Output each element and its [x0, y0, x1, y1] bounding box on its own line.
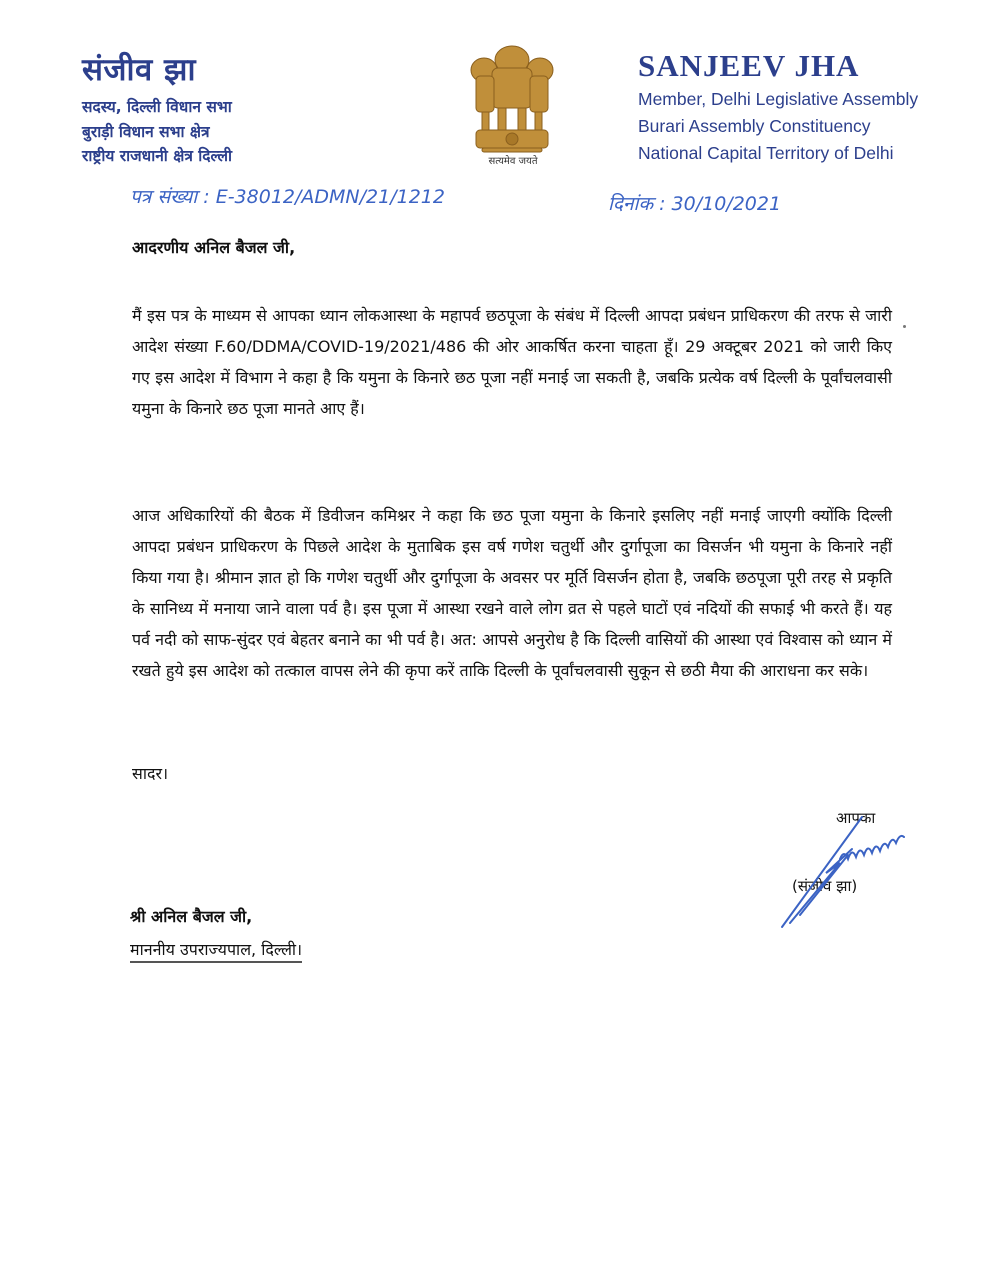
speck	[903, 325, 906, 328]
letterhead-hindi-line: सदस्य, दिल्ली विधान सभा	[82, 98, 232, 116]
national-emblem-icon	[462, 38, 562, 168]
emblem-motto: सत्यमेव जयते	[488, 156, 538, 167]
signature-name: (संजीव झा)	[792, 877, 858, 895]
body-paragraph-1: मैं इस पत्र के माध्यम से आपका ध्यान लोकआस्था के महापर्व छठपूजा के संबंध में दिल्ली आपदा प्रबंधन प्राधिकरण की तरफ से जारी आदेश संख्या F.60/DDMA/COVID-19/2021/486 की ओर आकर्षित करना चाहता हूँ। 29 अक्टूबर 2021 को जारी किए गए इस आदेश में विभाग ने कहा है कि यमुना के किनारे छठ पूजा नहीं मनाई जा सकती है, जबकि प्रत्येक वर्ष दिल्ली के पूर्वांचलवासी यमुना के किनारे छठ पूजा मानते आए हैं।	[132, 306, 892, 418]
letterhead-hindi-name: संजीव झा	[82, 52, 196, 88]
reference-number: पत्र संख्या : E-38012/ADMN/21/1212	[130, 186, 445, 208]
letterhead-english-line: Member, Delhi Legislative Assembly	[638, 89, 919, 109]
letterhead-english-line: National Capital Territory of Delhi	[638, 143, 894, 163]
letter-date: दिनांक : 30/10/2021	[608, 193, 782, 215]
body-paragraph-2: आज अधिकारियों की बैठक में डिवीजन कमिश्नर ने कहा कि छठ पूजा यमुना के किनारे इसलिए नहीं मनाई जाएगी क्योंकि दिल्ली आपदा प्रबंधन प्राधिकरण के पिछले आदेश के मुताबिक इस वर्ष गणेश चतुर्थी और दुर्गापूजा का विसर्जन भी यमुना के किनारे नहीं किया गया है। श्रीमान ज्ञात हो कि गणेश चतुर्थी और दुर्गापूजा के अवसर पर मूर्ति विसर्जन होता है, जबकि छठपूजा पूरी तरह से प्रकृति के सानिध्य में मनाया जाने वाला पर्व है। इस पूजा में आस्था रखने वाले लोग व्रत से पहले घाटों एवं नदियों की सफाई भी करते हैं। यह पर्व नदी को साफ-सुंदर एवं बेहतर बनाने का भी पर्व है। अत: आपसे अनुरोध है कि दिल्ली वासियों की आस्था एवं विश्वास को ध्यान में रखते हुये इस आदेश को तत्काल वापस लेने की कृपा करें ताकि दिल्ली के पूर्वांचलवासी सुकून से छठी मैया की आराधना कर सके।	[132, 506, 892, 680]
addressee-designation: माननीय उपराज्यपाल, दिल्ली।	[130, 938, 302, 963]
closing: सादर।	[132, 764, 169, 783]
letterhead-english-line: Burari Assembly Constituency	[638, 116, 871, 136]
addressee-name: श्री अनिल बैजल जी,	[130, 907, 253, 926]
letterhead-hindi-line: बुराड़ी विधान सभा क्षेत्र	[82, 123, 210, 141]
letterhead-hindi-line: राष्ट्रीय राजधानी क्षेत्र दिल्ली	[82, 147, 233, 165]
signature-scribble-icon	[770, 805, 940, 935]
letterhead-english-name: SANJEEV JHA	[638, 48, 860, 83]
salutation: आदरणीय अनिल बैजल जी,	[132, 238, 296, 257]
signature-yours: आपका	[836, 809, 876, 827]
